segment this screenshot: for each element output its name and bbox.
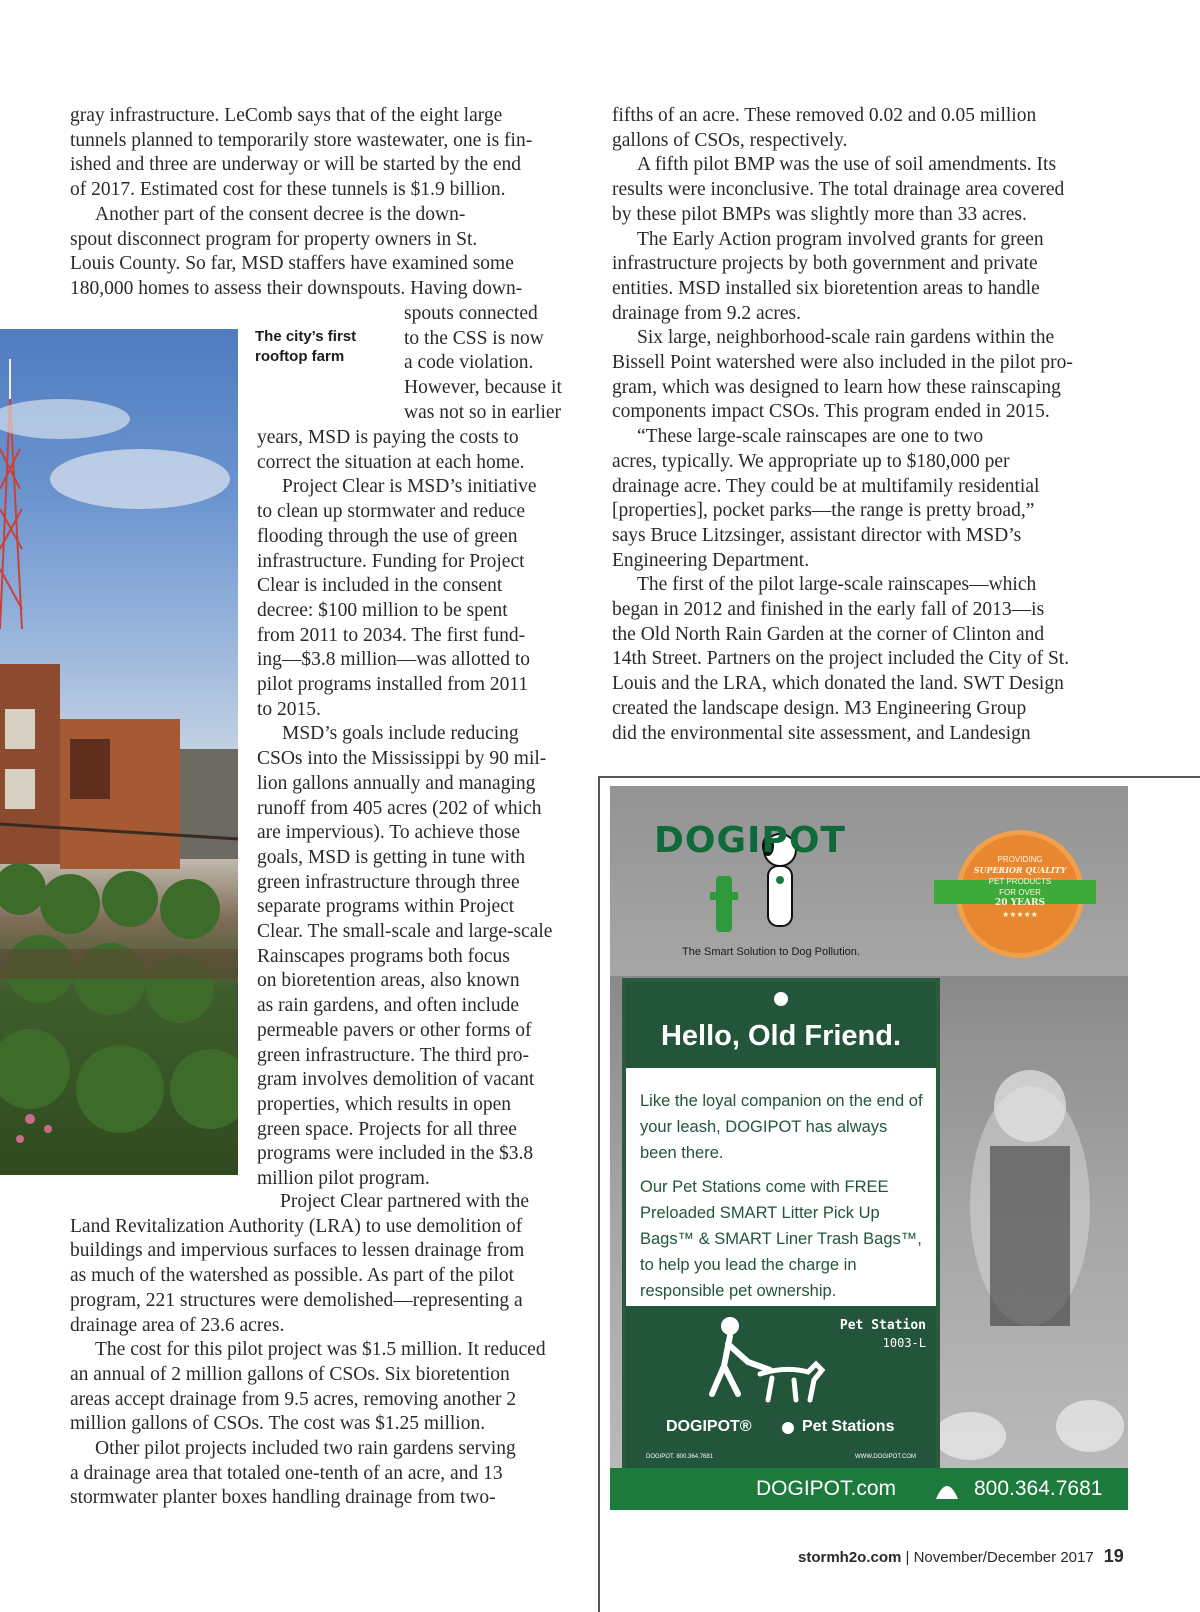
column-divider <box>598 776 600 1612</box>
text-line: a drainage area that totaled one-tenth of an acre, and 13 <box>70 1462 503 1484</box>
text-line: entities. MSD installed six bioretention areas to handle <box>612 277 1040 299</box>
sign-fine-print: DOGIPOT. 800.364.7681 <box>646 1454 714 1460</box>
text-line: ing—$3.8 million—was allotted to <box>257 649 530 671</box>
text-line: 180,000 homes to assess their downspouts. Having down- <box>70 277 523 299</box>
text-line: green infrastructure through three <box>257 871 520 893</box>
sign-dot <box>774 992 788 1006</box>
text-line: Another part of the consent decree is the down- <box>95 203 466 225</box>
text-line: Clear is included in the consent <box>257 575 503 597</box>
text-line: The Early Action program involved grants for green <box>637 228 1044 250</box>
photo-illustration <box>0 329 238 1175</box>
text-line: to the CSS is now <box>404 327 544 349</box>
text-line: 14th Street. Partners on the project included the City of St. <box>612 648 1070 670</box>
text-line: The cost for this pilot project was $1.5 million. It reduced <box>95 1339 546 1361</box>
text-line: However, because it <box>404 377 562 399</box>
text-line: Engineering Department. <box>612 549 810 571</box>
photo-caption: The city’s first rooftop farm <box>255 328 357 365</box>
dogipot-advertisement <box>610 786 1128 1510</box>
text-line: are impervious). To achieve those <box>257 822 521 844</box>
paragraph <box>70 1338 590 1437</box>
text-line: “These large-scale rainscapes are one to two <box>637 426 984 448</box>
paragraph: Project Clear partnered with the <box>280 1191 530 1212</box>
text-line: says Bruce Litzsinger, assistant director with MSD’s <box>612 524 1022 546</box>
text-line: The first of the pilot large-scale rainscapes—which <box>637 574 1037 596</box>
pet-station-sign <box>622 978 940 1476</box>
left-column-top <box>70 104 590 302</box>
text-line: Project Clear is MSD’s initiative <box>282 476 537 498</box>
sign-fine-print: WWW.DOGIPOT.COM <box>855 1454 916 1460</box>
text-line: began in 2012 and finished in the early fall of 2013—is <box>612 599 1045 621</box>
text-line: green infrastructure. The third pro- <box>257 1044 529 1066</box>
text-line: decree: $100 million to be spent <box>257 599 508 621</box>
station-model: 1003-L <box>882 1336 926 1350</box>
text-line: Other pilot projects included two rain gardens serving <box>95 1438 516 1460</box>
text-line: Louis and the LRA, which donated the land. SWT Design <box>612 673 1064 695</box>
left-column-mid <box>257 426 597 1192</box>
station-brand: DOGIPOT® <box>666 1418 752 1435</box>
right-column <box>612 104 1192 746</box>
text-line: properties, which results in open <box>257 1093 511 1115</box>
text-line: ished and three are underway or will be started by the end <box>70 154 522 176</box>
text-line: MSD’s goals include reducing <box>282 723 519 745</box>
text-line: drainage area of 23.6 acres. <box>70 1314 285 1336</box>
ad-tagline: The Smart Solution to Dog Pollution. <box>682 946 860 958</box>
text-line: Rainscapes programs both focus <box>257 945 510 967</box>
text-line: created the landscape design. M3 Engineering Group <box>612 697 1027 719</box>
text-line: Land Revitalization Authority (LRA) to use demolition of <box>70 1215 523 1237</box>
text-line: Louis County. So far, MSD staffers have examined some <box>70 253 514 275</box>
text-line: pilot programs installed from 2011 <box>257 674 529 696</box>
fire-hydrant-icon <box>710 866 738 936</box>
poop-bag-icon <box>934 1479 960 1501</box>
page-footer <box>798 1546 1124 1567</box>
text-line: gram, which was designed to learn how these rainscaping <box>612 376 1061 398</box>
text-line: to clean up stormwater and reduce <box>257 501 526 523</box>
footer-site[interactable]: stormh2o.com <box>798 1549 902 1566</box>
text-line: green space. Projects for all three <box>257 1118 517 1140</box>
text-line: million gallons of CSOs. The cost was $1.25 million. <box>70 1413 486 1435</box>
paragraph <box>612 153 1192 227</box>
text-line: a code violation. <box>404 352 534 374</box>
station-label: Pet Stations <box>802 1418 895 1435</box>
paragraph <box>70 1437 590 1511</box>
left-column-narrow <box>404 302 594 426</box>
footer-issue: November/December 2017 <box>913 1549 1094 1566</box>
page-number: 19 <box>1103 1546 1124 1566</box>
text-line: spout disconnect program for property owners in St. <box>70 228 478 250</box>
rooftop-farm-photo <box>0 329 238 1175</box>
ad-body-paragraph: Like the loyal companion on the end of your leash, DOGIPOT has always been there. <box>640 1092 923 1162</box>
text-line: fifths of an acre. These removed 0.02 and 0.05 million <box>612 105 1037 126</box>
text-line: Six large, neighborhood-scale rain gardens within the <box>637 327 1055 349</box>
text-line: infrastructure projects by both government and private <box>612 253 1038 275</box>
badge-text: PROVIDING SUPERIOR QUALITY PET PRODUCTS FOR OVER 20 YEARS ★★★★★ <box>973 855 1067 919</box>
text-line: did the environmental site assessment, and Landesign <box>612 722 1031 744</box>
paragraph <box>612 326 1192 425</box>
text-line: programs were included in the $3.8 <box>257 1143 534 1165</box>
paragraph <box>612 573 1192 746</box>
text-line: an annual of 2 million gallons of CSOs. Six bioretention <box>70 1363 510 1385</box>
text-line: spouts connected <box>404 303 538 324</box>
text-line: tunnels planned to temporarily store wastewater, one is fin- <box>70 129 533 151</box>
text-line: goals, MSD is getting in tune with <box>257 846 526 868</box>
station-title: Pet Station <box>839 1318 926 1333</box>
ad-url[interactable]: DOGIPOT.com <box>756 1477 897 1500</box>
paragraph <box>612 104 1192 153</box>
paragraph <box>70 1215 590 1339</box>
text-line: program, 221 structures were demolished—representing a <box>70 1289 523 1311</box>
paragraph <box>70 104 590 203</box>
text-line: stormwater planter boxes handling drainage from two- <box>70 1487 496 1509</box>
text-line: by these pilot BMPs was slightly more than 33 acres. <box>612 203 1027 225</box>
text-line: on bioretention areas, also known <box>257 970 520 992</box>
text-line: areas accept drainage from 9.5 acres, removing another 2 <box>70 1388 517 1410</box>
text-line: CSOs into the Mississippi by 90 mil- <box>257 748 547 770</box>
text-line: acres, typically. We appropriate up to $180,000 per <box>612 450 1010 472</box>
ad-body <box>640 1088 926 1312</box>
text-line: years, MSD is paying the costs to <box>257 427 519 448</box>
dogipot-logo: DOGIPOT <box>654 820 846 861</box>
text-line: drainage acre. They could be at multifamily residential <box>612 475 1040 497</box>
text-line: gray infrastructure. LeComb says that of the eight large <box>70 105 503 126</box>
text-line: drainage from 9.2 acres. <box>612 302 801 324</box>
sign-footer <box>626 1306 936 1472</box>
text-line: results were inconclusive. The total drainage area covered <box>612 179 1065 201</box>
text-line: gram involves demolition of vacant <box>257 1069 535 1091</box>
text-line: permeable pavers or other forms of <box>257 1019 532 1041</box>
text-line: from 2011 to 2034. The first fund- <box>257 624 526 646</box>
ad-phone: 800.364.7681 <box>974 1477 1103 1500</box>
text-line: of 2017. Estimated cost for these tunnels is $1.9 billion. <box>70 179 506 201</box>
text-line: infrastructure. Funding for Project <box>257 550 525 572</box>
text-line: gallons of CSOs, respectively. <box>612 129 848 151</box>
footer-separator: | <box>901 1549 914 1566</box>
text-line: [properties], pocket parks—the range is pretty broad,” <box>612 500 1035 522</box>
text-line: correct the situation at each home. <box>257 451 525 473</box>
ad-headline: Hello, Old Friend. <box>660 1020 902 1052</box>
text-line: as rain gardens, and often include <box>257 995 520 1017</box>
paragraph <box>612 228 1192 327</box>
text-line: components impact CSOs. This program ended in 2015. <box>612 401 1050 423</box>
text-line: buildings and impervious surfaces to lessen drainage from <box>70 1240 525 1262</box>
text-line: runoff from 405 acres (202 of which <box>257 797 542 819</box>
text-line: to 2015. <box>257 698 321 720</box>
text-line: separate programs within Project <box>257 896 515 918</box>
text-line: A fifth pilot BMP was the use of soil amendments. Its <box>637 154 1057 176</box>
paragraph <box>257 475 597 722</box>
station-dot <box>782 1422 794 1434</box>
dog-walker-icon <box>690 1314 840 1414</box>
text-line: flooding through the use of green <box>257 525 518 547</box>
text-line: the Old North Rain Garden at the corner of Clinton and <box>612 623 1045 645</box>
ad-contact-bar <box>610 1468 1128 1510</box>
paragraph <box>257 426 597 475</box>
ad-top-rule <box>598 776 1200 778</box>
text-line: Bissell Point watershed were also included in the pilot pro- <box>612 352 1073 374</box>
sign-header <box>626 982 936 1068</box>
paragraph <box>612 425 1192 573</box>
text-line: million pilot program. <box>257 1168 430 1190</box>
left-column-bottom <box>70 1190 590 1511</box>
paragraph <box>70 203 590 302</box>
text-line: was not so in earlier <box>404 401 562 423</box>
text-line: lion gallons annually and managing <box>257 772 536 794</box>
ad-body-paragraph: Our Pet Stations come with FREE Preloaded SMART Litter Pick Up Bags™ & SMART Liner Trash Bags™, to help you lead the charge in responsible pet ownership. <box>640 1178 922 1300</box>
text-line: Clear. The small-scale and large-scale <box>257 921 553 943</box>
paragraph <box>257 722 597 1191</box>
text-line: as much of the watershed as possible. As part of the pilot <box>70 1265 515 1287</box>
